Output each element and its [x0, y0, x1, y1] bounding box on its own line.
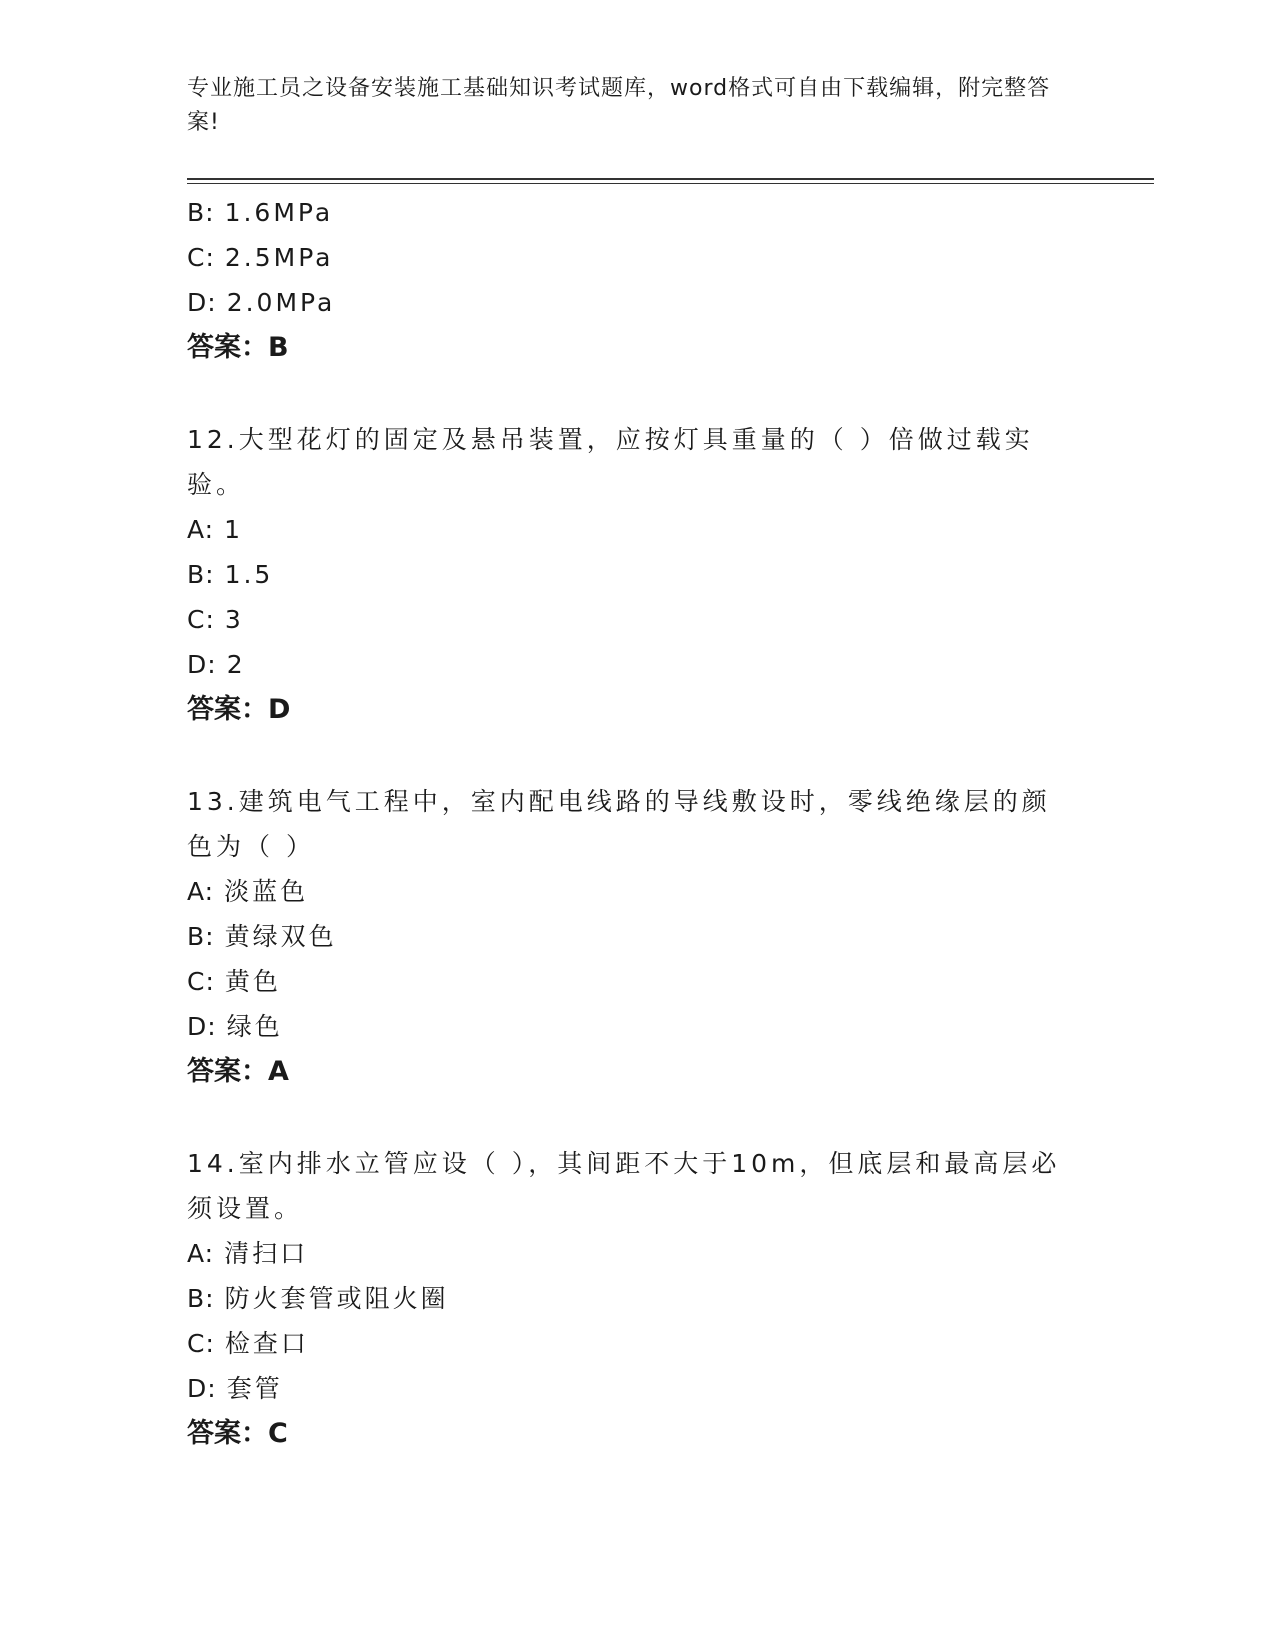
- option-b: [187, 1276, 1087, 1321]
- option-label: A:: [187, 515, 215, 544]
- option-text: 2.0MPa: [226, 288, 336, 317]
- answer: 答案：C: [187, 1418, 288, 1449]
- option-label: A:: [187, 1239, 215, 1268]
- option-label: A:: [187, 877, 215, 906]
- option-label: B:: [187, 1284, 215, 1313]
- header-divider-thick: [187, 178, 1154, 180]
- option-label: B:: [187, 560, 215, 589]
- option-text: 套管: [226, 1374, 283, 1403]
- answer: 答案：A: [187, 1056, 289, 1087]
- option-text: 1.5: [224, 560, 274, 589]
- option-a: [187, 869, 1087, 914]
- option-label: D:: [187, 650, 217, 679]
- question-list: [187, 190, 1087, 1456]
- header-divider-thin: [187, 183, 1154, 184]
- option-c: [187, 1321, 1087, 1366]
- question-12: [187, 417, 1087, 732]
- option-label: C:: [187, 243, 215, 272]
- question-13: [187, 779, 1087, 1094]
- option-label: D:: [187, 1012, 217, 1041]
- option-c: [187, 597, 1087, 642]
- option-text: 清扫口: [224, 1239, 309, 1268]
- option-label: B:: [187, 198, 215, 227]
- option-d: [187, 1366, 1087, 1411]
- answer: 答案：B: [187, 332, 289, 363]
- continued-question: [187, 190, 1087, 370]
- option-text: 防火套管或阻火圈: [224, 1284, 449, 1313]
- option-label: C:: [187, 605, 215, 634]
- option-text: 淡蓝色: [224, 877, 309, 906]
- option-d: [187, 1004, 1087, 1049]
- answer: 答案：D: [187, 694, 291, 725]
- option-text: 黄色: [224, 967, 281, 996]
- option-d: [187, 280, 1087, 325]
- option-text: 2: [226, 650, 246, 679]
- option-b: [187, 552, 1087, 597]
- question-stem: 12.大型花灯的固定及悬吊装置，应按灯具重量的（ ）倍做过载实验。: [187, 425, 1034, 499]
- option-text: 黄绿双色: [224, 922, 337, 951]
- option-b: [187, 914, 1087, 959]
- option-c: [187, 959, 1087, 1004]
- option-text: 1: [224, 515, 243, 544]
- option-label: D:: [187, 1374, 217, 1403]
- option-a: [187, 507, 1087, 552]
- option-text: 1.6MPa: [224, 198, 334, 227]
- option-a: [187, 1231, 1087, 1276]
- option-text: 3: [224, 605, 244, 634]
- question-stem: 13.建筑电气工程中，室内配电线路的导线敷设时，零线绝缘层的颜色为（ ）: [187, 787, 1051, 861]
- option-d: [187, 642, 1087, 687]
- option-b: [187, 190, 1087, 235]
- option-text: 2.5MPa: [224, 243, 334, 272]
- question-stem: 14.室内排水立管应设（ ），其间距不大于10m，但底层和最高层必须设置。: [187, 1149, 1061, 1223]
- option-label: D:: [187, 288, 217, 317]
- option-text: 绿色: [226, 1012, 283, 1041]
- option-label: C:: [187, 1329, 215, 1358]
- option-c: [187, 235, 1087, 280]
- question-14: [187, 1141, 1087, 1456]
- option-label: C:: [187, 967, 215, 996]
- option-text: 检查口: [224, 1329, 309, 1358]
- page-header: 专业施工员之设备安装施工基础知识考试题库，word格式可自由下载编辑，附完整答案!: [187, 76, 1051, 135]
- option-label: B:: [187, 922, 215, 951]
